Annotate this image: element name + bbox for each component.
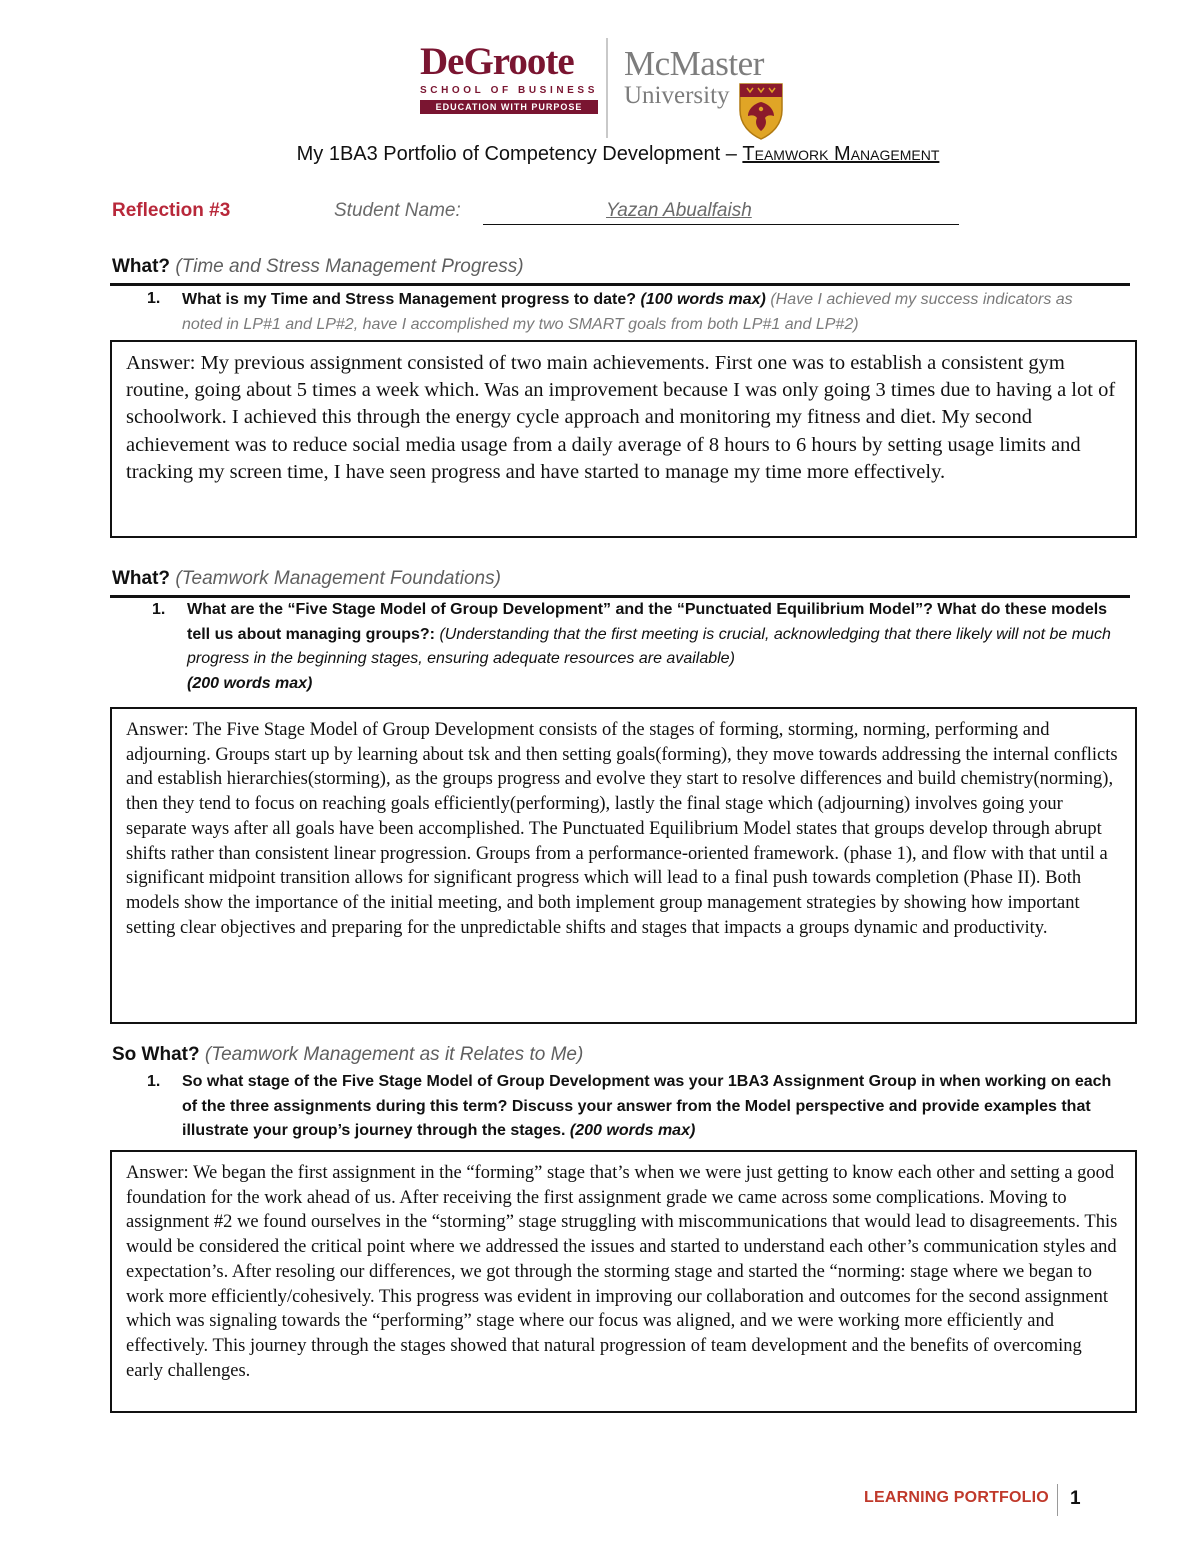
footer-learning-portfolio: LEARNING PORTFOLIO (864, 1489, 1049, 1506)
question-word-limit: (200 words max) (187, 674, 313, 692)
question-bold-text: What is my Time and Stress Management progress to date? (182, 291, 641, 308)
degroote-school-label: SCHOOL OF BUSINESS (420, 85, 598, 96)
answer-box-teamwork-foundations (110, 707, 1137, 1024)
question-number: 1. (152, 601, 166, 618)
page-number: 1 (1070, 1488, 1081, 1509)
student-name-label: Student Name: (334, 200, 461, 221)
section-heading-so-what (112, 1044, 583, 1066)
section-key: So What? (112, 1044, 200, 1065)
degroote-logo (420, 40, 598, 114)
title-subject: Teamwork Management (742, 143, 940, 165)
section-subtitle: (Teamwork Management Foundations) (175, 568, 501, 589)
answer-box-time-stress (110, 340, 1137, 538)
question-bold-text: What are the “Five Stage Model of Group Development” and the “Punctuated Equilibrium Model”? What do these models tell us about managing groups?: (187, 601, 1108, 643)
degroote-tagline: EDUCATION WITH PURPOSE (420, 100, 598, 114)
section-heading-time-stress (112, 256, 524, 278)
question-time-stress (182, 288, 1087, 337)
question-so-what (182, 1070, 1122, 1144)
question-number: 1. (147, 1073, 161, 1090)
title-main: My 1BA3 Portfolio of Competency Development – (296, 143, 743, 165)
page-title (0, 143, 1200, 166)
answer-text: Answer: The Five Stage Model of Group Development consists of the stages of forming, storming, norming, performing and adjourning. Groups start up by learning about tsk and then setting goals(forming), they move towards addressing the internal conflicts and establish hierarchies(storming), as the groups progress and evolve they start to resolve differences and build chemistry(norming), then they tend to focus on reaching goals efficiently(performing), lastly the final stage which (adjourning) involves going your separate ways after all goals have been accomplished. The Punctuated Equilibrium Model states that groups develop through abrupt shifts rather than consistent linear progression. Groups from a performance-oriented framework. (phase 1), and flow with that until a significant midpoint transition allows for significant progress which will lead to a final push towards completion (Phase II). Both models show the importance of the initial meeting, and both implement group management strategies by showing how important setting clear objectives and preparing for the unpredictable shifts and stages that impacts a groups dynamic and productivity. (126, 720, 1118, 938)
section-heading-teamwork-foundations (112, 568, 501, 590)
question-word-limit: (200 words max) (569, 1122, 696, 1139)
mcmaster-wordmark: McMaster (624, 44, 764, 83)
reflection-label: Reflection #3 (112, 200, 231, 221)
mcmaster-university-label: University (624, 82, 730, 109)
section-key: What? (112, 568, 171, 589)
answer-box-so-what (110, 1150, 1137, 1413)
mcmaster-crest-icon (738, 82, 784, 145)
answer-text: Answer: We began the first assignment in the “forming” stage that’s when we were just getting to know each other and setting a good foundation for the work ahead of us. After receiving the first assignment grade we came across some complications. Moving to assignment #2 we found ourselves in the “storming” stage struggling with miscommunications that would lead to disagreements. This would be considered the critical point where we addressed the issues and started to understand each other’s communication styles and expectation’s. After resoling our differences, we got through the storming stage and started the “norming: stage where we began to work more efficiently/cohesively. This progress was evident in improving our collaboration and outcomes for the second assignment which was signaling towards the “performing” stage where our focus was aligned, and we were working more efficiently and effectively. This journey through the stages showed that natural progression of team development and the benefits of overcoming early challenges. (126, 1163, 1118, 1381)
answer-text: Answer: My previous assignment consisted of two main achievements. First one was to establish a consistent gym routine, going about 5 times a week which. Was an improvement because I was only going 3 times due to having a lot of schoolwork. I achieved this through the energy cycle approach and monitoring my fitness and diet. My second achievement was to reduce social media usage from a daily average of 8 hours to 6 hours by setting usage limits and tracking my screen time, I have seen progress and have started to manage my time more effectively. (126, 352, 1116, 483)
section-key: What? (112, 256, 171, 277)
footer-divider (1057, 1484, 1058, 1516)
question-number: 1. (147, 290, 161, 307)
question-word-limit: (100 words max) (640, 291, 766, 308)
question-bold-text: So what stage of the Five Stage Model of Group Development was your 1BA3 Assignment Group in when working on each of the three assignments during this term? Discuss your answer from the Model perspective and provide examples that illustrate your group’s journey through the stages. (182, 1073, 1112, 1139)
question-hint: (Understanding that the first meeting is crucial, acknowledging that there likely will not be much progress in the beginning stages, ensuring adequate resources are available) (187, 625, 1111, 667)
logo-divider (606, 38, 608, 138)
degroote-wordmark: DeGroote (420, 40, 574, 83)
section-subtitle: (Teamwork Management as it Relates to Me) (204, 1044, 584, 1065)
question-hint: (Have I achieved my success indicators as noted in LP#1 and LP#2, have I accomplished my two SMART goals from both LP#1 and LP#2) (182, 291, 1073, 333)
question-teamwork-foundations (187, 598, 1133, 696)
student-name-value: Yazan Abualfaish (606, 200, 752, 221)
section-rule (110, 283, 1130, 286)
section-subtitle: (Time and Stress Management Progress) (175, 256, 524, 277)
